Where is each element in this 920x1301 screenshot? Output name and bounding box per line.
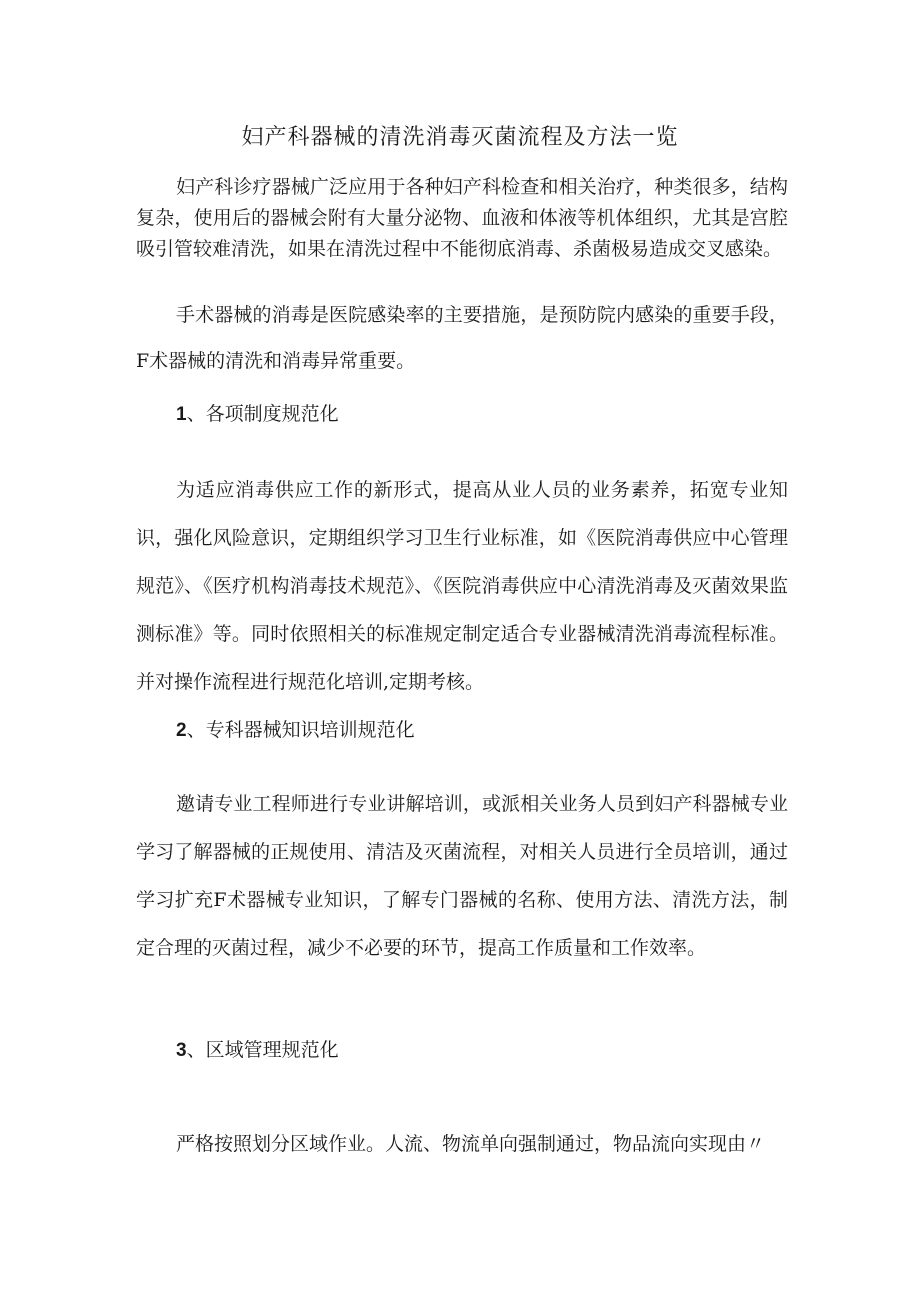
section-3-heading-text: 、区域管理规范化: [186, 1039, 339, 1061]
section-2-heading-text: 、专科器械知识培训规范化: [186, 719, 415, 741]
section-1-heading: [176, 399, 339, 430]
intro-paragraph: 妇产科诊疗器械广泛应用于各种妇产科检查和相关治疗，种类很多，结构复杂，使用后的器械会附有大量分泌物、血液和体液等机体组织，尤其是宫腔吸引管较难清洗，如果在清洗过程中不能彻底消毒、杀菌极易造成交叉感染。: [136, 176, 788, 260]
section-3-body: 严格按照划分区域作业。人流、物流单向强制通过，物品流向实现由〃: [176, 1133, 766, 1155]
section-1-heading-text: 、各项制度规范化: [186, 403, 339, 425]
section-2-number: 2: [176, 720, 187, 741]
surgery-paragraph: 手术器械的消毒是医院感染率的主要措施，是预防院内感染的重要手段，F术器械的清洗和消毒异常重要。: [136, 304, 788, 372]
section-1-number: 1: [176, 404, 187, 425]
section-2-body: 邀请专业工程师进行专业讲解培训，或派相关业务人员到妇产科器械专业学习了解器械的正规使用、清洁及灭菌流程，对相关人员进行全员培训，通过学习扩充F术器械专业知识，了解专门器械的名称、使用方法、清洗方法，制定合理的灭菌过程，减少不必要的环节，提高工作质量和工作效率。: [136, 793, 788, 959]
document-title: 妇产科器械的清洗消毒灭菌流程及方法一览: [241, 125, 679, 150]
section-2-heading: [176, 715, 415, 746]
section-3-heading: [176, 1035, 339, 1066]
section-3-number: 3: [176, 1040, 187, 1061]
section-1-body: 为适应消毒供应工作的新形式，提高从业人员的业务素养，拓宽专业知识，强化风险意识，定期组织学习卫生行业标准，如《医院消毒供应中心管理规范》、《医疗机构消毒技术规范》、《医院消毒供应中心清洗消毒及灭菌效果监测标准》等。同时依照相关的标准规定制定适合专业器械清洗消毒流程标准。并对操作流程进行规范化培训,定期考核。: [136, 479, 788, 693]
